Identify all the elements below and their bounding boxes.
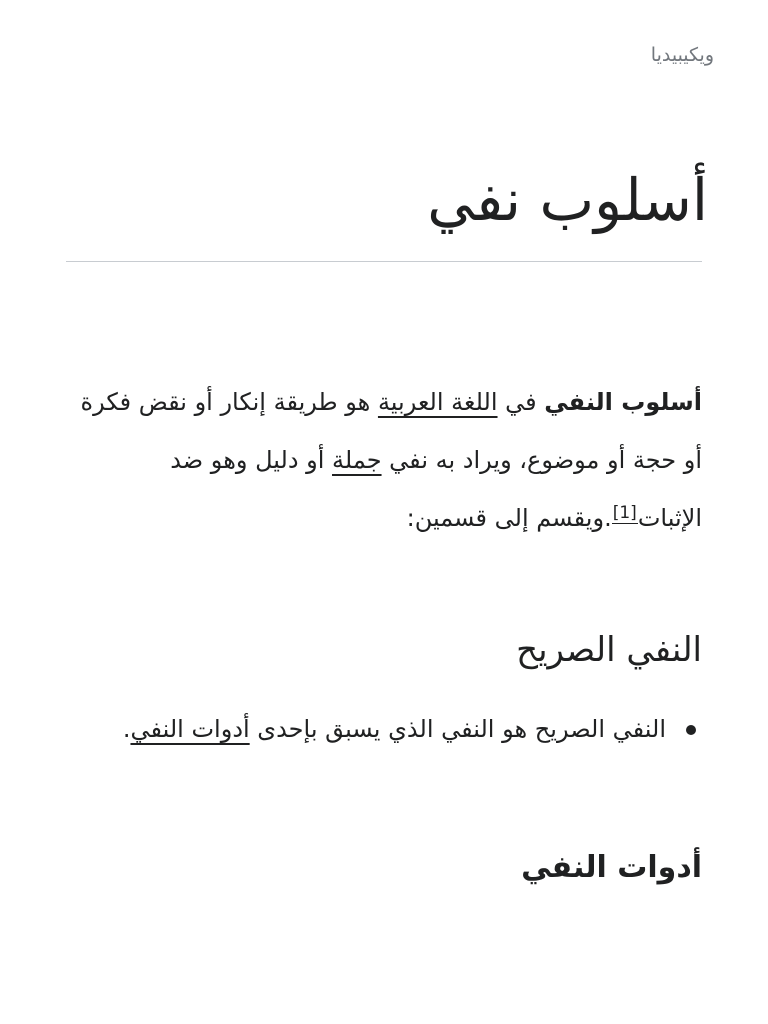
list-item-text: النفي الصريح هو النفي الذي يسبق بإحدى	[249, 715, 666, 743]
lead-text-1: في	[497, 388, 545, 416]
link-arabic-language[interactable]: اللغة العربية	[377, 388, 498, 416]
title-divider	[66, 261, 702, 262]
lead-paragraph	[62, 373, 702, 547]
link-sentence[interactable]: جملة	[332, 446, 382, 474]
wikipedia-brand-link[interactable]: ويكيبيديا	[650, 44, 714, 66]
page-title: أسلوب نفي	[427, 166, 708, 234]
lead-term: أسلوب النفي	[544, 388, 702, 416]
list-item	[90, 700, 666, 758]
subsection-heading-negation-tools: أدوات النفي	[521, 850, 702, 885]
lead-text-4: .ويقسم إلى قسمين:	[406, 504, 612, 532]
reference-1-link[interactable]: [1]	[612, 503, 637, 523]
link-negation-tools[interactable]: أدوات النفي	[130, 715, 250, 743]
bullet-icon	[686, 725, 696, 735]
lead-text-2: هو طريقة إنكار أو نقض فكرة أو حجة أو موضوع، ويراد به نفي	[80, 388, 702, 474]
explicit-negation-list	[90, 700, 702, 758]
lead-text-3: أو دليل وهو ضد الإثبات	[170, 446, 702, 532]
list-item-suffix: .	[122, 715, 131, 743]
section-heading-explicit-negation: النفي الصريح	[516, 630, 702, 670]
